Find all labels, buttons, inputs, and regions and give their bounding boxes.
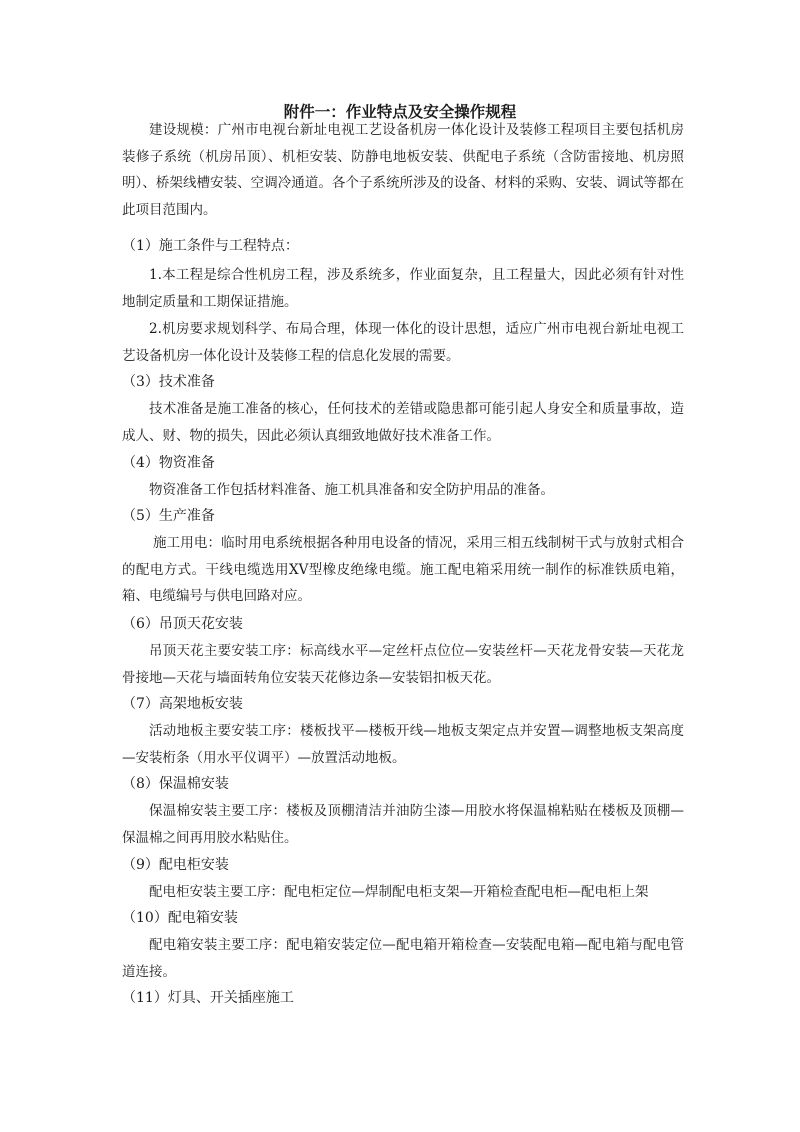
section-heading-8: （8）保温棉安装	[122, 776, 229, 792]
section-heading-3: （3）技术准备	[122, 374, 215, 390]
intro-paragraph: 建设规模：广州市电视台新址电视工艺设备机房一体化设计及装修工程项目主要包括机房装修子系统（机房吊顶）、机柜安装、防静电地板安装、供配电子系统（含防雷接地、机房照明）、桥架线槽安装、空调冷通道。各个子系统所涉及的设备、材料的采购、安装、调试等都在此项目范围内。	[122, 122, 684, 218]
section-6-paragraph: 吊顶天花主要安装工序：标高线水平—定丝杆点位位—安装丝杆—天花龙骨安装—天花龙骨接地—天花与墙面转角位安装天花修边条—安装铝扣板天花。	[122, 643, 684, 686]
section-1-item-1: 1.本工程是综合性机房工程，涉及系统多，作业面复杂，且工程量大，因此必须有针对性地制定质量和工期保证措施。	[122, 267, 684, 310]
section-7-paragraph: 活动地板主要安装工序：楼板找平—楼板开线—地板支架定点并安置—调整地板支架高度—安装桁条（用水平仪调平）—放置活动地板。	[122, 723, 684, 766]
section-heading-9: （9）配电柜安装	[122, 857, 229, 873]
section-10-paragraph: 配电箱安装主要工序：配电箱安装定位—配电箱开箱检查—安装配电箱—配电箱与配电管道连接。	[122, 937, 684, 980]
section-heading-1: （1）施工条件与工程特点：	[122, 238, 299, 254]
page-title: 附件一：作业特点及安全操作规程	[283, 102, 517, 121]
section-5-paragraph: 施工用电：临时用电系统根据各种用电设备的情况，采用三相五线制树干式与放射式相合的配电方式。干线电缆选用XV型橡皮绝缘电缆。施工配电箱采用统一制作的标准铁质电箱，箱、电缆编号与供电回路对应。	[122, 535, 684, 605]
section-9-paragraph: 配电柜安装主要工序：配电柜定位—焊制配电柜支架—开箱检查配电柜—配电柜上架	[149, 884, 649, 900]
section-heading-6: （6）吊顶天花安装	[122, 616, 243, 632]
section-8-paragraph: 保温棉安装主要工序：楼板及顶棚清洁并油防尘漆—用胶水将保温棉粘贴在楼板及顶棚—保温棉之间再用胶水粘贴住。	[122, 803, 684, 846]
section-3-paragraph: 技术准备是施工准备的核心，任何技术的差错或隐患都可能引起人身安全和质量事故，造成人、财、物的损失，因此必须认真细致地做好技术准备工作。	[122, 401, 684, 444]
section-heading-7: （7）高架地板安装	[122, 696, 243, 712]
section-4-paragraph: 物资准备工作包括材料准备、施工机具准备和安全防护用品的准备。	[149, 482, 554, 498]
section-heading-10: （10）配电箱安装	[122, 910, 238, 926]
section-heading-4: （4）物资准备	[122, 455, 215, 471]
section-heading-5: （5）生产准备	[122, 508, 215, 524]
section-heading-11: （11）灯具、开关插座施工	[122, 990, 294, 1006]
section-1-item-2: 2.机房要求规划科学、布局合理，体现一体化的设计思想，适应广州市电视台新址电视工艺设备机房一体化设计及装修工程的信息化发展的需要。	[122, 321, 684, 364]
